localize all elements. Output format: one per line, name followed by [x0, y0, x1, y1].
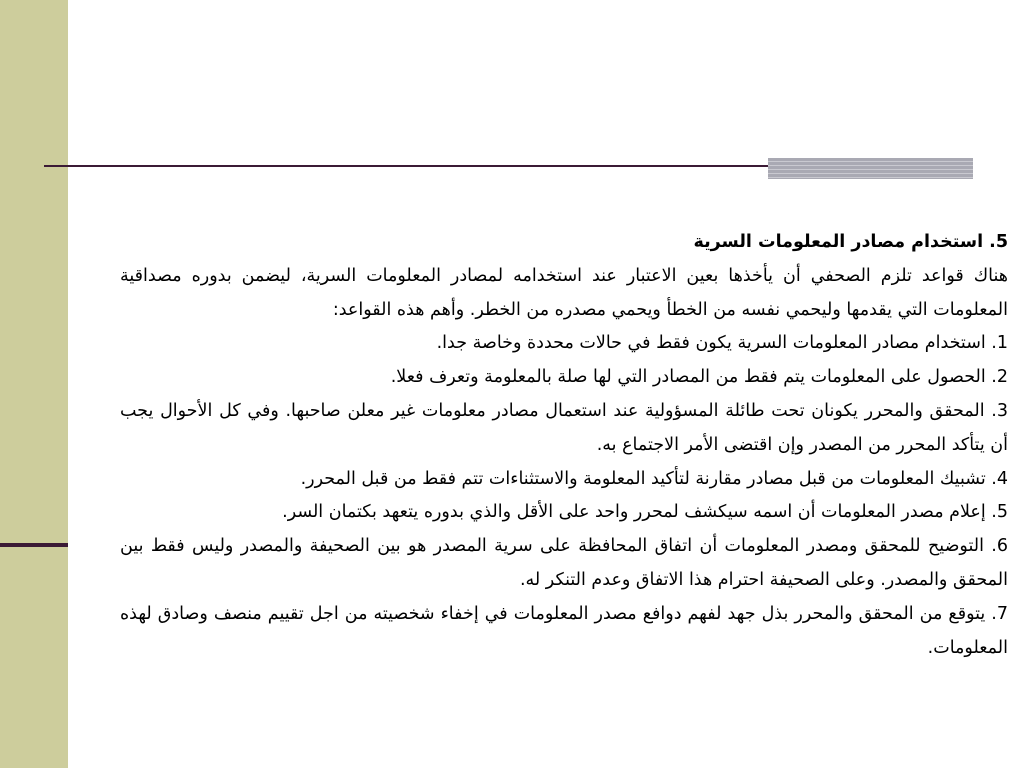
- section-heading: 5. استخدام مصادر المعلومات السرية: [693, 232, 1008, 252]
- rule-item-4: 4. تشبيك المعلومات من قبل مصادر مقارنة لتأكيد المعلومة والاستثناءات تتم فقط من قبل المحرر.: [300, 468, 1008, 489]
- rule-item-5: 5. إعلام مصدر المعلومات أن اسمه سيكشف لمحرر واحد على الأقل والذي بدوره يتعهد بكتمان السر.: [282, 502, 1008, 523]
- rule-item-1: 1. استخدام مصادر المعلومات السرية يكون فقط في حالات محددة وخاصة جدا.: [436, 333, 1008, 354]
- title-divider-block: [768, 158, 973, 179]
- rule-item-3: 3. المحقق والمحرر يكونان تحت طائلة المسؤولية عند استعمال مصادر معلومات غير معلن صاحبها. وفي كل الأحوال يجب أن يتأكد المحرر من المصدر وإن اقتضى الأمر الاجتماع به.: [120, 400, 1008, 455]
- rule-item-2: 2. الحصول على المعلومات يتم فقط من المصادر التي لها صلة بالمعلومة وتعرف فعلا.: [390, 367, 1008, 388]
- slide-content: [120, 226, 1008, 665]
- intro-paragraph: هناك قواعد تلزم الصحفي أن يأخذها بعين الاعتبار عند استخدامه لمصادر المعلومات السرية، ليضمن بدوره مصداقية المعلومات التي يقدمها وليحمي نفسه من الخطأ ويحمي مصدره من الخطر. وأهم هذه القواعد:: [120, 265, 1008, 320]
- left-band-accent-line: [0, 543, 68, 547]
- left-decorative-band: [0, 0, 68, 768]
- rule-item-7: 7. يتوقع من المحقق والمحرر بذل جهد لفهم دوافع مصدر المعلومات في إخفاء شخصيته من اجل تقييم منصف وصادق لهذه المعلومات.: [120, 603, 1008, 658]
- rule-item-6: 6. التوضيح للمحقق ومصدر المعلومات أن اتفاق المحافظة على سرية المصدر هو بين الصحيفة والمصدر وليس فقط بين المحقق والمصدر. وعلى الصحيفة احترام هذا الاتفاق وعدم التنكر له.: [120, 536, 1008, 590]
